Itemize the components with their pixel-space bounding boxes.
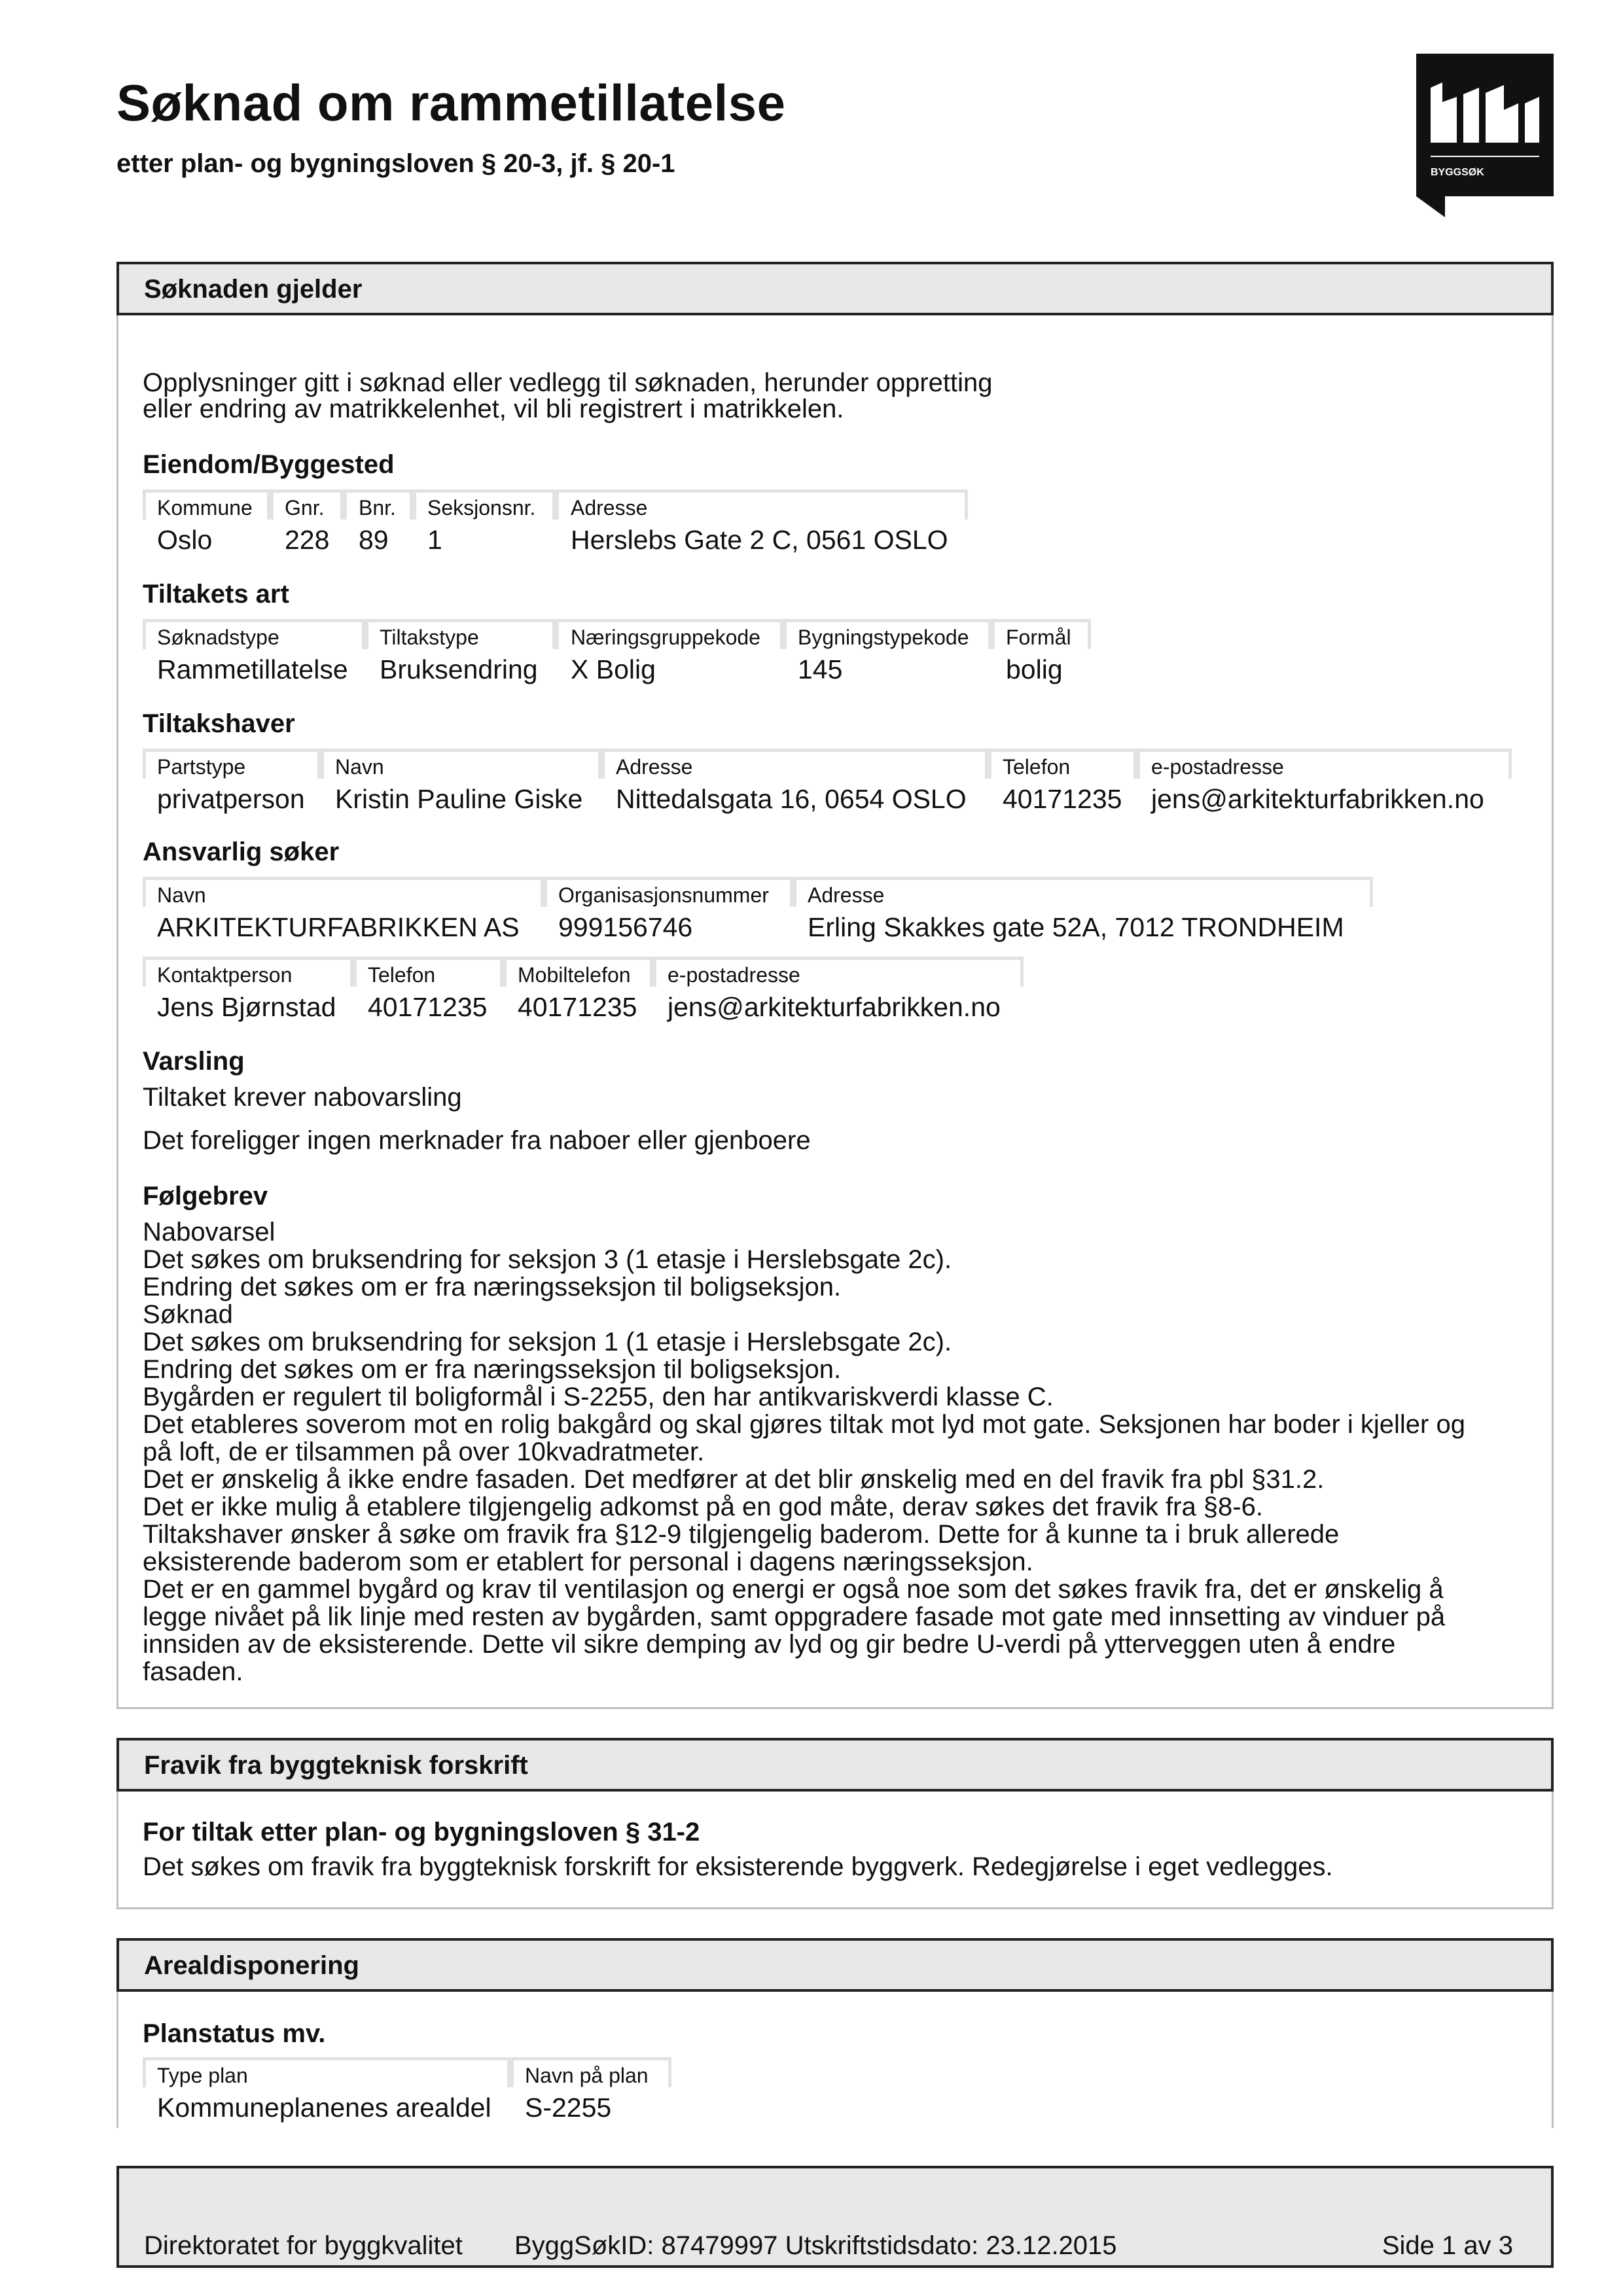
folgebrev-line: Bygården er regulert til boligformål i S-2255, den har antikvariskverdi klasse C. bbox=[143, 1383, 1054, 1411]
seksjonsnr-label: Seksjonsnr. bbox=[427, 496, 536, 520]
tiltakstype-value: Bruksendring bbox=[380, 654, 538, 684]
kontakt-epost-value: jens@arkitekturfabrikken.no bbox=[668, 992, 1001, 1022]
fravik-heading: Fravik fra byggteknisk forskrift bbox=[144, 1751, 528, 1780]
areal-header bbox=[116, 1938, 1554, 1992]
ansvarlig-navn-label: Navn bbox=[157, 883, 206, 907]
formal-value: bolig bbox=[1006, 654, 1063, 684]
footer-id: ByggSøkID: 87479997 Utskriftstidsdato: 23.12.2015 bbox=[514, 2231, 1117, 2260]
byggsok-logo bbox=[1416, 54, 1554, 217]
folgebrev-line: Det er ønskelig å ikke endre fasaden. Det medfører at det blir ønskelig med en del fravik fra pbl §31.2. bbox=[143, 1465, 1325, 1494]
folgebrev-line: innsiden av de eksisterende. Dette vil sikre demping av lyd og gir bedre U-verdi på ytterveggen uten å endre bbox=[143, 1630, 1396, 1659]
intro-line-2: eller endring av matrikkelenhet, vil bli registrert i matrikkelen. bbox=[143, 395, 844, 423]
soknaden-heading: Søknaden gjelder bbox=[144, 275, 363, 304]
folgebrev-line: på loft, de er tilsammen på over 10kvadratmeter. bbox=[143, 1438, 705, 1466]
intro-line-1: Opplysninger gitt i søknad eller vedlegg til søknaden, herunder oppretting bbox=[143, 368, 993, 397]
bnr-value: 89 bbox=[359, 525, 389, 555]
page-subtitle: etter plan- og bygningsloven § 20-3, jf. § 20-1 bbox=[116, 149, 675, 178]
footer-page: Side 1 av 3 bbox=[1382, 2231, 1513, 2260]
areal-heading: Arealdisponering bbox=[144, 1951, 359, 1980]
tiltak-heading: Tiltakets art bbox=[143, 580, 289, 609]
navn-label: Navn bbox=[335, 755, 384, 779]
page-title: Søknad om rammetillatelse bbox=[116, 74, 786, 132]
soknaden-header bbox=[116, 262, 1554, 315]
type-plan-value: Kommuneplanenes arealdel bbox=[157, 2093, 491, 2123]
partstype-value: privatperson bbox=[157, 784, 305, 814]
folgebrev-line: Det er en gammel bygård og krav til ventilasjon og energi er også noe som det søkes fravik fra, det er ønskelig å bbox=[143, 1575, 1444, 1604]
partstype-label: Partstype bbox=[157, 755, 246, 779]
soknadstype-label: Søknadstype bbox=[157, 626, 279, 649]
tiltakshaver-telefon-label: Telefon bbox=[1003, 755, 1071, 779]
orgnr-label: Organisasjonsnummer bbox=[558, 883, 769, 907]
navn-plan-value: S-2255 bbox=[525, 2093, 612, 2123]
ansvarlig-adresse-value: Erling Skakkes gate 52A, 7012 TRONDHEIM bbox=[808, 912, 1344, 942]
kontakt-epost-label: e-postadresse bbox=[668, 963, 800, 987]
varsling-line-2: Det foreligger ingen merknader fra naboer eller gjenboere bbox=[143, 1126, 811, 1155]
gnr-value: 228 bbox=[285, 525, 330, 555]
folgebrev-line: fasaden. bbox=[143, 1657, 243, 1686]
navn-value: Kristin Pauline Giske bbox=[335, 784, 583, 814]
type-plan-label: Type plan bbox=[157, 2064, 248, 2087]
folgebrev-line: Det søkes om bruksendring for seksjon 1 (1 etasje i Herslebsgate 2c). bbox=[143, 1328, 952, 1356]
logo-text: BYGGSØK bbox=[1431, 167, 1484, 178]
navn-plan-label: Navn på plan bbox=[525, 2064, 649, 2087]
folgebrev-text bbox=[143, 1218, 1465, 1686]
gnr-label: Gnr. bbox=[285, 496, 325, 520]
folgebrev-line: Det etableres soverom mot en rolig bakgård og skal gjøres tiltak mot lyd mot gate. Seksjonen har boder i kjeller og bbox=[143, 1410, 1465, 1439]
fravik-header bbox=[116, 1738, 1554, 1792]
folgebrev-line: eksisterende baderom som er etablert for personal i dagens næringsseksjon. bbox=[143, 1547, 1033, 1576]
tiltakstype-label: Tiltakstype bbox=[380, 626, 479, 649]
naeringsgruppekode-value: X Bolig bbox=[571, 654, 656, 684]
soknadstype-value: Rammetillatelse bbox=[157, 654, 348, 684]
kommune-label: Kommune bbox=[157, 496, 253, 520]
tiltakshaver-adresse-label: Adresse bbox=[616, 755, 693, 779]
page-footer bbox=[116, 2166, 1554, 2268]
ansvarlig-heading: Ansvarlig søker bbox=[143, 838, 340, 866]
adresse-value: Herslebs Gate 2 C, 0561 OSLO bbox=[571, 525, 948, 555]
formal-label: Formål bbox=[1006, 626, 1071, 649]
folgebrev-line: Nabovarsel bbox=[143, 1218, 276, 1246]
tiltakshaver-heading: Tiltakshaver bbox=[143, 709, 295, 738]
kontakt-telefon-label: Telefon bbox=[368, 963, 436, 987]
folgebrev-line: Endring det søkes om er fra næringsseksjon til boligseksjon. bbox=[143, 1273, 842, 1301]
seksjonsnr-value: 1 bbox=[427, 525, 442, 555]
folgebrev-line: legge nivået på lik linje med resten av bygården, samt oppgradere fasade mot gate med innsetting av vinduer på bbox=[143, 1602, 1446, 1631]
tiltakshaver-epost-value: jens@arkitekturfabrikken.no bbox=[1151, 784, 1484, 814]
planstatus-heading: Planstatus mv. bbox=[143, 2019, 326, 2048]
bygningstypekode-label: Bygningstypekode bbox=[798, 626, 969, 649]
mobiltelefon-value: 40171235 bbox=[518, 992, 637, 1022]
kontaktperson-label: Kontaktperson bbox=[157, 963, 293, 987]
folgebrev-line: Det søkes om bruksendring for seksjon 3 (1 etasje i Herslebsgate 2c). bbox=[143, 1245, 952, 1274]
eiendom-heading: Eiendom/Byggested bbox=[143, 450, 395, 479]
tiltakshaver-epost-label: e-postadresse bbox=[1151, 755, 1284, 779]
tiltakshaver-telefon-value: 40171235 bbox=[1003, 784, 1122, 814]
orgnr-value: 999156746 bbox=[558, 912, 693, 942]
mobiltelefon-label: Mobiltelefon bbox=[518, 963, 631, 987]
folgebrev-line: Endring det søkes om er fra næringsseksjon til boligseksjon. bbox=[143, 1355, 842, 1384]
folgebrev-heading: Følgebrev bbox=[143, 1182, 268, 1210]
bnr-label: Bnr. bbox=[359, 496, 396, 520]
folgebrev-line: Det er ikke mulig å etablere tilgjengelig adkomst på en god måte, derav søkes det fravik fra §8-6. bbox=[143, 1492, 1263, 1521]
folgebrev-line: Tiltakshaver ønsker å søke om fravik fra §12-9 tilgjengelig baderom. Dette for å kunne ta i bruk allerede bbox=[143, 1520, 1340, 1549]
bygningstypekode-value: 145 bbox=[798, 654, 843, 684]
fravik-subheading: For tiltak etter plan- og bygningsloven § 31-2 bbox=[143, 1818, 700, 1846]
fravik-text: Det søkes om fravik fra byggteknisk forskrift for eksisterende byggverk. Redegjørelse i eget vedlegges. bbox=[143, 1852, 1333, 1881]
ansvarlig-adresse-label: Adresse bbox=[808, 883, 885, 907]
varsling-line-1: Tiltaket krever nabovarsling bbox=[143, 1083, 462, 1112]
naeringsgruppekode-label: Næringsgruppekode bbox=[571, 626, 760, 649]
varsling-heading: Varsling bbox=[143, 1047, 245, 1076]
footer-org: Direktoratet for byggkvalitet bbox=[144, 2231, 463, 2260]
kontaktperson-value: Jens Bjørnstad bbox=[157, 992, 336, 1022]
folgebrev-line: Søknad bbox=[143, 1300, 233, 1329]
kontakt-telefon-value: 40171235 bbox=[368, 992, 488, 1022]
ansvarlig-navn-value: ARKITEKTURFABRIKKEN AS bbox=[157, 912, 520, 942]
kommune-value: Oslo bbox=[157, 525, 213, 555]
tiltakshaver-adresse-value: Nittedalsgata 16, 0654 OSLO bbox=[616, 784, 967, 814]
adresse-label: Adresse bbox=[571, 496, 648, 520]
